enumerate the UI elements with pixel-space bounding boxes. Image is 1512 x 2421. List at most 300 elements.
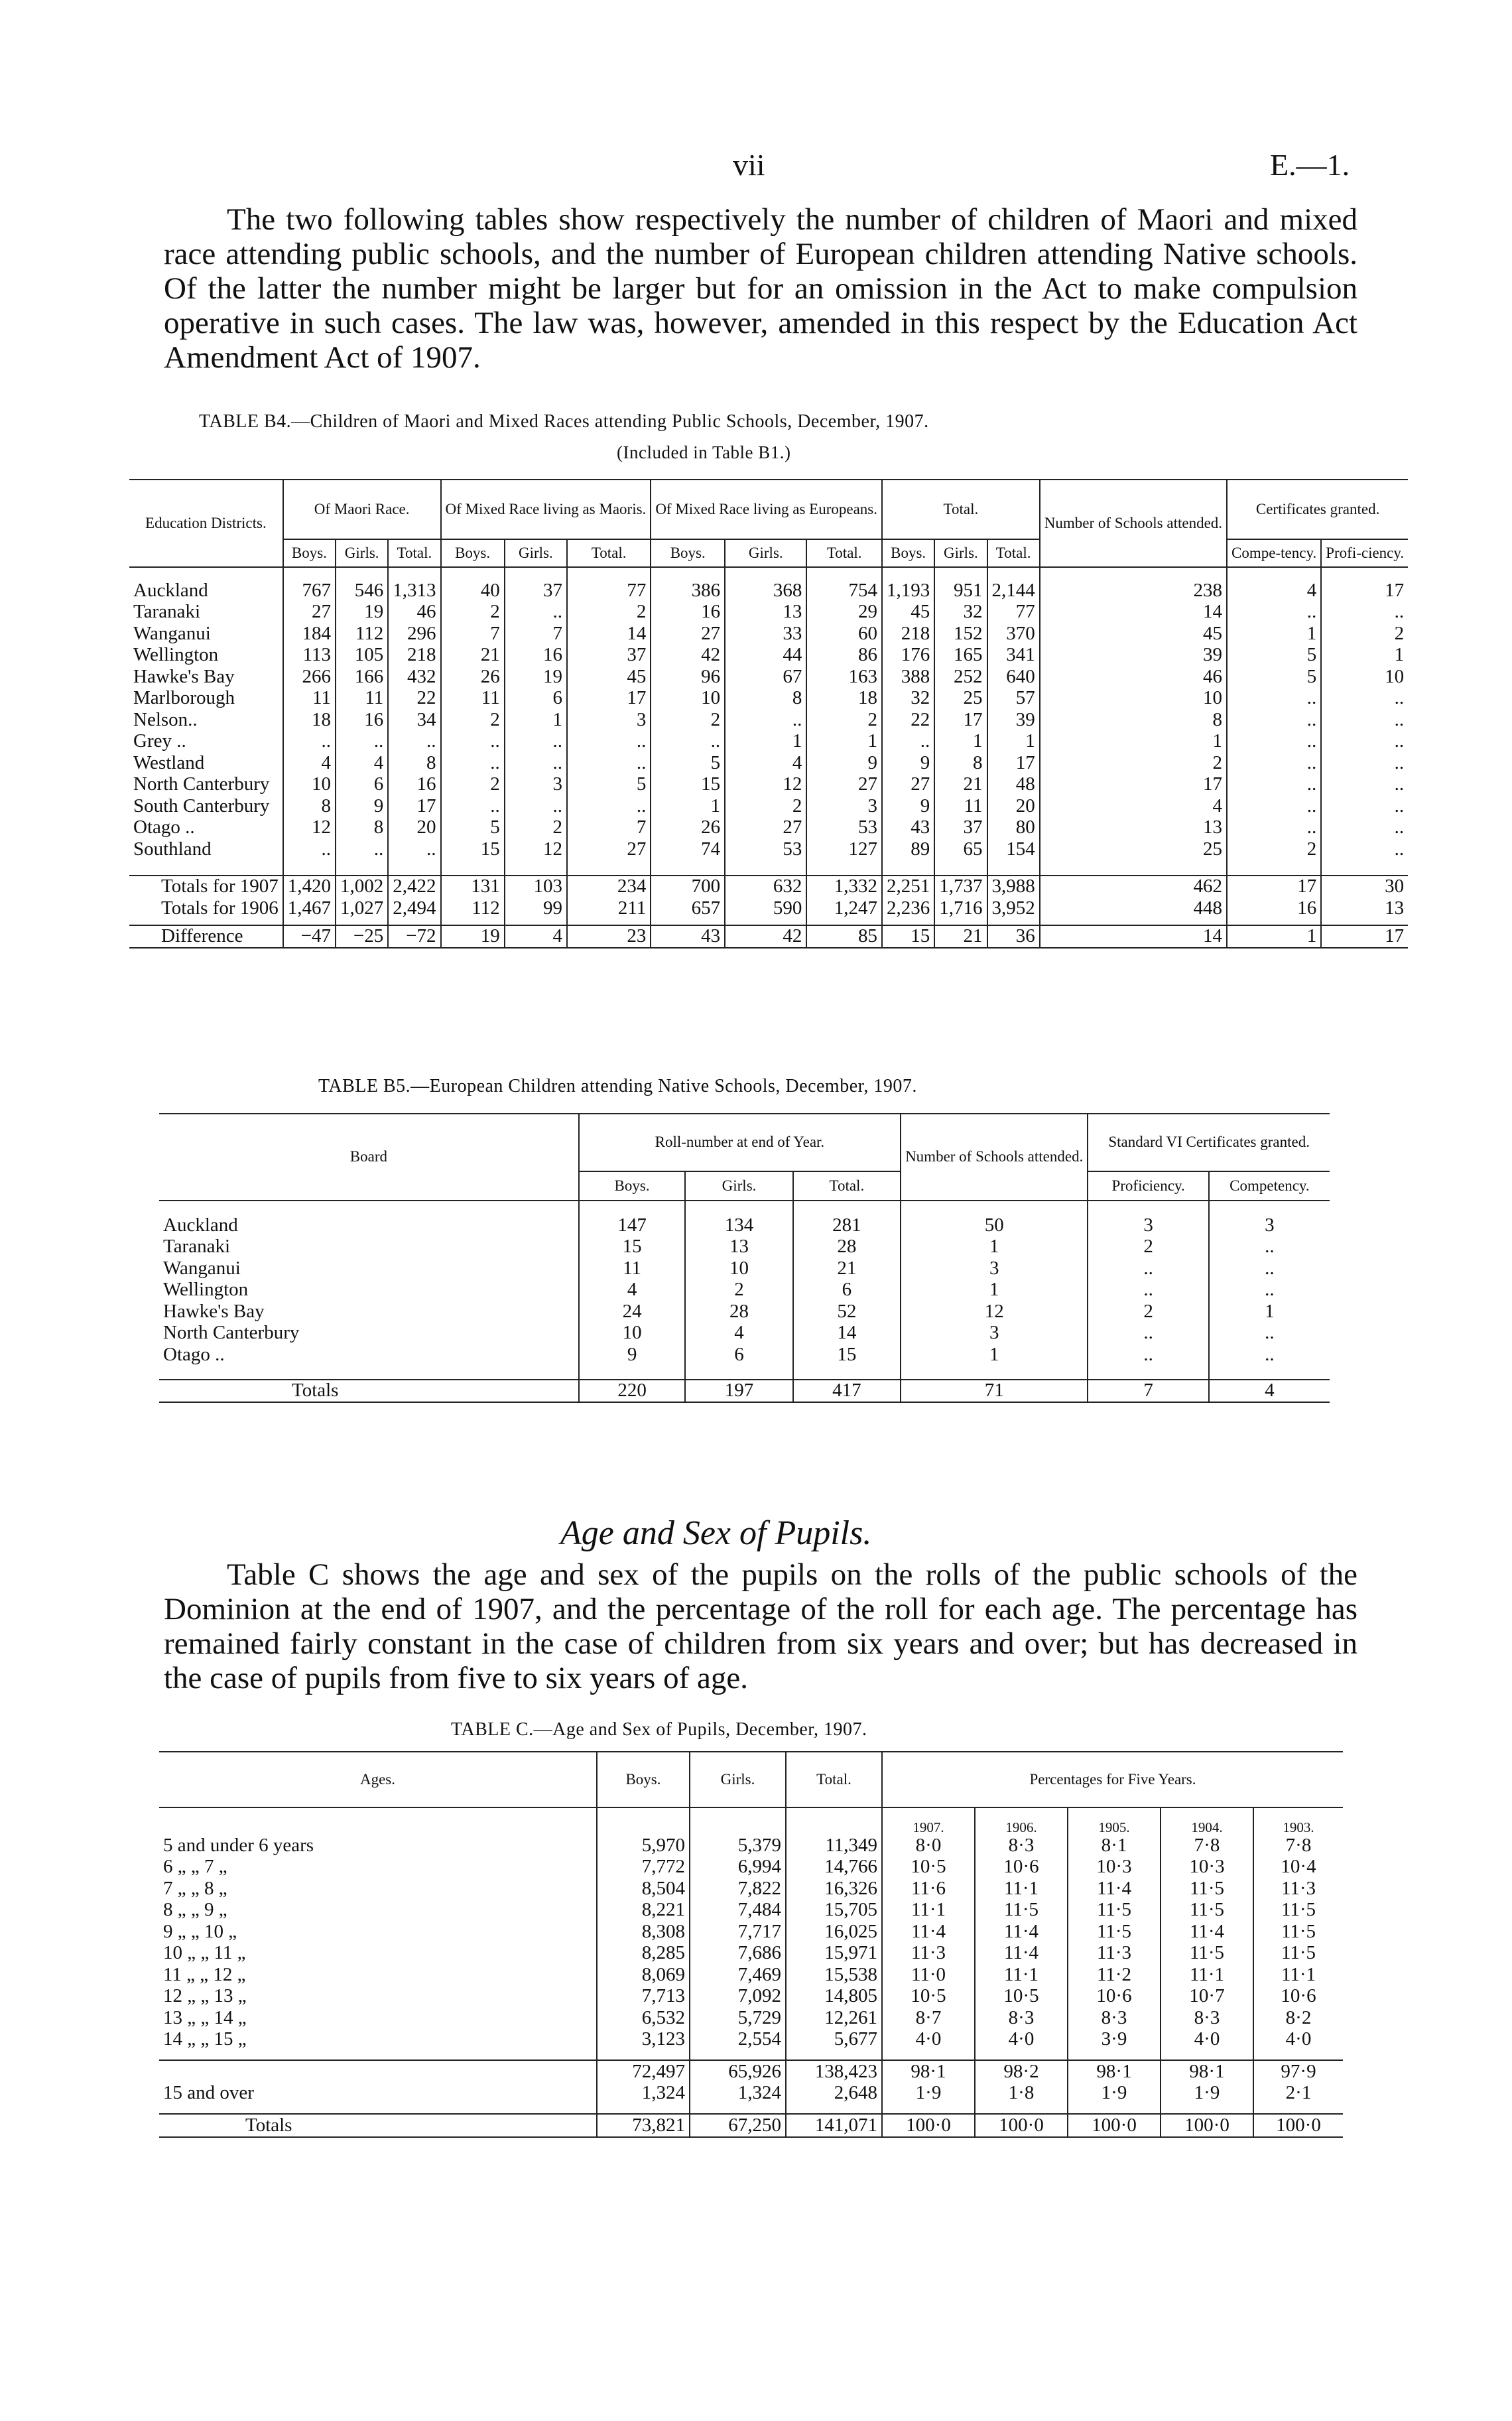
table-cell: 154 bbox=[987, 838, 1040, 860]
table-cell: 100·0 bbox=[1253, 2114, 1343, 2137]
table-cell: 11·5 bbox=[1161, 1943, 1253, 1965]
spacer-cell bbox=[725, 567, 806, 580]
row-label: Totals for 1907 bbox=[129, 876, 283, 898]
table-row bbox=[159, 1344, 1330, 1366]
table-cell: 46 bbox=[1040, 666, 1227, 688]
table-cell: .. bbox=[505, 731, 567, 753]
table-cell: 3 bbox=[1209, 1214, 1330, 1236]
table-cell: 1·9 bbox=[1161, 2083, 1253, 2105]
table-cell: 17 bbox=[1321, 580, 1408, 602]
table-cell: .. bbox=[567, 795, 651, 817]
table-cell: 1 bbox=[987, 731, 1040, 753]
table-cell: 72,497 bbox=[597, 2060, 690, 2083]
spacer-cell bbox=[1227, 860, 1321, 876]
row-label: Auckland bbox=[133, 579, 208, 601]
table-cell: 20 bbox=[987, 795, 1040, 817]
spacer-cell bbox=[567, 860, 651, 876]
table-cell: 8·0 bbox=[882, 1835, 975, 1857]
table-cell: 6 bbox=[793, 1279, 901, 1301]
table-cell: 25 bbox=[1040, 838, 1227, 860]
table-cell: 234 bbox=[567, 876, 651, 898]
table-cell: 16 bbox=[651, 602, 725, 623]
table-c-title: TABLE C.—Age and Sex of Pupils, December, 1907. bbox=[451, 1719, 867, 1740]
table-cell: .. bbox=[441, 795, 505, 817]
table-cell: 11·5 bbox=[1253, 1921, 1343, 1943]
table-cell: .. bbox=[567, 752, 651, 774]
table-cell: 98·1 bbox=[882, 2060, 975, 2083]
row-label: Wellington bbox=[163, 1279, 249, 1301]
table-cell: 20 bbox=[388, 817, 440, 839]
table-cell: 11·1 bbox=[1253, 1964, 1343, 1986]
b4-header-boys: Boys. bbox=[651, 539, 725, 567]
spacer-cell bbox=[882, 2050, 975, 2060]
table-cell: 17 bbox=[567, 688, 651, 710]
age-paragraph: Table C shows the age and sex of the pupils on the rolls of the public schools of the Dominion at the end of 1907, and the percentage of the roll for each age. The percentage has remained fairly constant in the case of children from six years and over; but has decreased in the case of pupils from five to six years of age. bbox=[164, 1557, 1357, 1695]
table-cell: 197 bbox=[685, 1380, 792, 1403]
table-cell: 9 bbox=[336, 795, 388, 817]
table-cell: 27 bbox=[567, 838, 651, 860]
table-cell: 8,308 bbox=[597, 1921, 690, 1943]
table-cell: 2,144 bbox=[987, 580, 1040, 602]
table-cell: 7 bbox=[567, 817, 651, 839]
table-cell: 18 bbox=[806, 688, 882, 710]
table-cell: 4·0 bbox=[975, 2029, 1068, 2051]
table-cell: 11·4 bbox=[1161, 1921, 1253, 1943]
table-cell: 5 bbox=[1227, 666, 1321, 688]
c-header-total: Total. bbox=[786, 1752, 882, 1807]
spacer-cell bbox=[975, 2050, 1068, 2060]
table-cell: 1 bbox=[1040, 731, 1227, 753]
table-cell: 11·6 bbox=[882, 1878, 975, 1900]
table-cell: 370 bbox=[987, 623, 1040, 645]
table-cell: 15,705 bbox=[786, 1900, 882, 1922]
table-cell: 1,193 bbox=[882, 580, 934, 602]
b4-header-maori: Of Maori Race. bbox=[283, 480, 441, 539]
row-label bbox=[159, 2060, 597, 2083]
row-label: 13 „ „ 14 „ bbox=[163, 2006, 247, 2028]
b5-header-competency: Competency. bbox=[1209, 1171, 1330, 1201]
row-label: North Canterbury bbox=[163, 1322, 300, 1344]
table-cell: 1,027 bbox=[336, 897, 388, 919]
table-b5 bbox=[159, 1113, 1330, 1403]
table-cell: 43 bbox=[651, 925, 725, 949]
table-cell: 96 bbox=[651, 666, 725, 688]
spacer-cell bbox=[1321, 919, 1408, 925]
c-header-boys: Boys. bbox=[597, 1752, 690, 1807]
spacer-cell bbox=[129, 860, 283, 876]
table-row bbox=[159, 2029, 1343, 2051]
table-cell: 15 bbox=[882, 925, 934, 949]
table-cell: 7,822 bbox=[690, 1878, 786, 1900]
table-cell: 8 bbox=[934, 752, 987, 774]
table-cell: 2,554 bbox=[690, 2029, 786, 2051]
table-cell: 8·3 bbox=[975, 1835, 1068, 1857]
table-row bbox=[129, 838, 1408, 860]
table-cell: 2,494 bbox=[388, 897, 440, 919]
table-cell: 14 bbox=[1040, 602, 1227, 623]
table-cell: .. bbox=[1088, 1344, 1209, 1366]
table-cell: 2,422 bbox=[388, 876, 440, 898]
table-cell: .. bbox=[1088, 1323, 1209, 1344]
table-cell: 37 bbox=[934, 817, 987, 839]
spacer-cell bbox=[793, 1201, 901, 1214]
table-cell: 8·7 bbox=[882, 2007, 975, 2029]
table-cell: 28 bbox=[685, 1301, 792, 1323]
table-cell: 7,469 bbox=[690, 1964, 786, 1986]
table-cell: 2 bbox=[441, 709, 505, 731]
row-label: 7 „ „ 8 „ bbox=[163, 1877, 227, 1899]
table-cell: .. bbox=[1321, 795, 1408, 817]
table-cell: 1,332 bbox=[806, 876, 882, 898]
table-cell: 13 bbox=[725, 602, 806, 623]
table-cell: 27 bbox=[806, 774, 882, 796]
table-row bbox=[129, 731, 1408, 753]
table-row bbox=[159, 1301, 1330, 1323]
table-cell: 2 bbox=[1321, 623, 1408, 645]
table-cell: .. bbox=[725, 709, 806, 731]
table-cell: 7 bbox=[505, 623, 567, 645]
c-header-girls: Girls. bbox=[690, 1752, 786, 1807]
spacer-row bbox=[159, 2050, 1343, 2060]
table-cell: 103 bbox=[505, 876, 567, 898]
table-row bbox=[129, 925, 1408, 949]
table-cell: 89 bbox=[882, 838, 934, 860]
table-row bbox=[159, 1279, 1330, 1301]
table-cell: 100·0 bbox=[882, 2114, 975, 2137]
row-label: Otago .. bbox=[133, 817, 195, 838]
table-cell: 1 bbox=[1227, 623, 1321, 645]
spacer-cell bbox=[505, 567, 567, 580]
table-cell: 22 bbox=[882, 709, 934, 731]
table-cell: 9 bbox=[882, 795, 934, 817]
table-cell: 218 bbox=[388, 645, 440, 667]
table-cell: 10·5 bbox=[882, 1857, 975, 1878]
spacer-cell bbox=[882, 2104, 975, 2114]
table-cell: .. bbox=[1209, 1323, 1330, 1344]
table-row bbox=[129, 645, 1408, 667]
table-cell: −47 bbox=[283, 925, 336, 949]
table-cell: 11 bbox=[934, 795, 987, 817]
table-cell: 1,313 bbox=[388, 580, 440, 602]
table-cell: 10·6 bbox=[1068, 1986, 1161, 2008]
row-label: Difference bbox=[129, 925, 283, 949]
table-cell: 100·0 bbox=[1068, 2114, 1161, 2137]
table-cell: .. bbox=[505, 752, 567, 774]
table-cell: 8·1 bbox=[1068, 1835, 1161, 1857]
spacer-cell bbox=[690, 2050, 786, 2060]
table-cell: 42 bbox=[651, 645, 725, 667]
row-label: 10 „ „ 11 „ bbox=[163, 1942, 246, 1964]
table-cell: .. bbox=[1227, 602, 1321, 623]
table-cell: 134 bbox=[685, 1214, 792, 1236]
table-cell: 65,926 bbox=[690, 2060, 786, 2083]
table-cell: 341 bbox=[987, 645, 1040, 667]
table-cell: 25 bbox=[934, 688, 987, 710]
row-label: 11 „ „ 12 „ bbox=[163, 1963, 246, 1985]
table-cell: 4 bbox=[505, 925, 567, 949]
table-cell: 5,677 bbox=[786, 2029, 882, 2051]
table-cell: 152 bbox=[934, 623, 987, 645]
table-cell: 19 bbox=[336, 602, 388, 623]
table-cell: 4·0 bbox=[1253, 2029, 1343, 2051]
spacer-cell bbox=[882, 567, 934, 580]
table-cell: 3 bbox=[901, 1323, 1088, 1344]
spacer-cell bbox=[934, 919, 987, 925]
spacer-cell bbox=[1321, 567, 1408, 580]
table-cell: 8·3 bbox=[975, 2007, 1068, 2029]
table-cell: 17 bbox=[1040, 774, 1227, 796]
table-cell: 8,285 bbox=[597, 1943, 690, 1965]
table-cell: 22 bbox=[388, 688, 440, 710]
table-cell: −72 bbox=[388, 925, 440, 949]
table-cell: 640 bbox=[987, 666, 1040, 688]
b4-header-total: Total. bbox=[987, 539, 1040, 567]
table-cell: 6 bbox=[505, 688, 567, 710]
b4-header-schools: Number of Schools attended. bbox=[1040, 480, 1227, 567]
table-cell: 74 bbox=[651, 838, 725, 860]
table-cell: .. bbox=[1209, 1236, 1330, 1258]
table-cell: 767 bbox=[283, 580, 336, 602]
section-heading: Age and Sex of Pupils. bbox=[560, 1514, 872, 1552]
spacer-cell bbox=[505, 919, 567, 925]
table-cell: 16 bbox=[388, 774, 440, 796]
row-label: Wellington bbox=[133, 644, 219, 666]
table-b4-title: TABLE B4.—Children of Maori and Mixed Races attending Public Schools, December, 1907. bbox=[199, 411, 929, 432]
table-cell: .. bbox=[505, 602, 567, 623]
table-row bbox=[159, 1380, 1330, 1403]
table-cell: 10·5 bbox=[975, 1986, 1068, 2008]
table-cell: 45 bbox=[567, 666, 651, 688]
table-cell: 17 bbox=[1321, 925, 1408, 949]
spacer-cell bbox=[336, 567, 388, 580]
b5-header-total: Total. bbox=[793, 1171, 901, 1201]
spacer-cell bbox=[336, 919, 388, 925]
b4-header-mixed-maori: Of Mixed Race living as Maoris. bbox=[441, 480, 651, 539]
table-cell: 7,772 bbox=[597, 1857, 690, 1878]
table-cell: 27 bbox=[283, 602, 336, 623]
table-cell: 8·3 bbox=[1161, 2007, 1253, 2029]
table-cell: 2 bbox=[505, 817, 567, 839]
table-cell: 1·8 bbox=[975, 2083, 1068, 2105]
table-cell: 80 bbox=[987, 817, 1040, 839]
spacer-cell bbox=[987, 919, 1040, 925]
table-row bbox=[159, 2060, 1343, 2083]
table-cell: 266 bbox=[283, 666, 336, 688]
table-cell: 7·8 bbox=[1253, 1835, 1343, 1857]
table-cell: 53 bbox=[806, 817, 882, 839]
table-cell: 3 bbox=[806, 795, 882, 817]
table-cell: .. bbox=[1321, 752, 1408, 774]
table-row bbox=[159, 1986, 1343, 2008]
table-cell: 6,994 bbox=[690, 1857, 786, 1878]
table-cell: 8,221 bbox=[597, 1900, 690, 1922]
row-label: 6 „ „ 7 „ bbox=[163, 1856, 227, 1878]
table-cell: 1,420 bbox=[283, 876, 336, 898]
table-cell: 147 bbox=[579, 1214, 686, 1236]
table-cell: 7·8 bbox=[1161, 1835, 1253, 1857]
table-cell: 5,379 bbox=[690, 1835, 786, 1857]
table-cell: 12,261 bbox=[786, 2007, 882, 2029]
table-cell: 86 bbox=[806, 645, 882, 667]
table-row bbox=[129, 795, 1408, 817]
table-cell: 39 bbox=[1040, 645, 1227, 667]
table-cell: 1,737 bbox=[934, 876, 987, 898]
table-cell: 4·0 bbox=[882, 2029, 975, 2051]
table-cell: 44 bbox=[725, 645, 806, 667]
table-cell: 27 bbox=[651, 623, 725, 645]
spacer-cell bbox=[283, 860, 336, 876]
spacer-cell bbox=[901, 1366, 1088, 1380]
table-b4 bbox=[129, 479, 1408, 949]
table-cell: 15,971 bbox=[786, 1943, 882, 1965]
table-cell: 166 bbox=[336, 666, 388, 688]
table-cell: 14 bbox=[567, 623, 651, 645]
table-cell: 951 bbox=[934, 580, 987, 602]
table-cell: 1,467 bbox=[283, 897, 336, 919]
spacer-row bbox=[129, 567, 1408, 580]
row-label: Wanganui bbox=[163, 1257, 241, 1279]
table-cell: 15 bbox=[651, 774, 725, 796]
row-label: 5 and under 6 years bbox=[163, 1834, 314, 1856]
table-cell: 45 bbox=[882, 602, 934, 623]
table-cell: 11·1 bbox=[975, 1878, 1068, 1900]
table-cell: 40 bbox=[441, 580, 505, 602]
table-cell: 388 bbox=[882, 666, 934, 688]
table-cell: 1 bbox=[806, 731, 882, 753]
table-cell: 48 bbox=[987, 774, 1040, 796]
table-cell: 11·4 bbox=[975, 1921, 1068, 1943]
table-cell: 9 bbox=[806, 752, 882, 774]
table-row bbox=[159, 2007, 1343, 2029]
spacer-cell bbox=[283, 919, 336, 925]
year-label: 1907. bbox=[882, 1807, 975, 1835]
b4-header-district: Education Districts. bbox=[145, 514, 267, 531]
row-label: Hawke's Bay bbox=[163, 1300, 265, 1322]
table-cell: 163 bbox=[806, 666, 882, 688]
table-cell: 28 bbox=[793, 1236, 901, 1258]
table-cell: 12 bbox=[725, 774, 806, 796]
table-cell: 700 bbox=[651, 876, 725, 898]
spacer-cell bbox=[1209, 1201, 1330, 1214]
spacer-row bbox=[129, 919, 1408, 925]
table-row bbox=[129, 817, 1408, 839]
table-cell: 4 bbox=[685, 1323, 792, 1344]
table-cell: 8 bbox=[388, 752, 440, 774]
table-cell: 1 bbox=[901, 1236, 1088, 1258]
table-cell: 98·1 bbox=[1161, 2060, 1253, 2083]
table-row bbox=[159, 1214, 1330, 1236]
spacer-cell bbox=[975, 2104, 1068, 2114]
spacer-cell bbox=[597, 2050, 690, 2060]
table-cell: 131 bbox=[441, 876, 505, 898]
table-cell: 211 bbox=[567, 897, 651, 919]
table-cell: 386 bbox=[651, 580, 725, 602]
c-header-ages: Ages. bbox=[359, 1770, 396, 1788]
spacer-cell bbox=[579, 1201, 686, 1214]
table-cell: 7,484 bbox=[690, 1900, 786, 1922]
table-cell: 21 bbox=[934, 925, 987, 949]
row-label: Totals bbox=[159, 1380, 579, 1403]
table-cell: 10·3 bbox=[1161, 1857, 1253, 1878]
table-cell: 113 bbox=[283, 645, 336, 667]
table-cell: 26 bbox=[441, 666, 505, 688]
spacer-cell bbox=[725, 919, 806, 925]
b4-header-girls: Girls. bbox=[336, 539, 388, 567]
table-cell: 98·1 bbox=[1068, 2060, 1161, 2083]
table-cell: 15 bbox=[441, 838, 505, 860]
spacer-cell bbox=[1040, 567, 1227, 580]
row-label: Auckland bbox=[163, 1214, 238, 1236]
row-label: Wanganui bbox=[133, 622, 211, 644]
table-cell: 32 bbox=[882, 688, 934, 710]
table-cell: 27 bbox=[725, 817, 806, 839]
table-cell: 8 bbox=[725, 688, 806, 710]
table-cell: 16,025 bbox=[786, 1921, 882, 1943]
table-cell: 138,423 bbox=[786, 2060, 882, 2083]
b4-header-mixed-european: Of Mixed Race living as Europeans. bbox=[651, 480, 882, 539]
row-label: Nelson.. bbox=[133, 708, 198, 730]
b4-header-boys: Boys. bbox=[882, 539, 934, 567]
table-cell: 1 bbox=[1227, 925, 1321, 949]
b4-header-boys: Boys. bbox=[283, 539, 336, 567]
table-cell: .. bbox=[1227, 688, 1321, 710]
table-cell: 77 bbox=[567, 580, 651, 602]
table-cell: 238 bbox=[1040, 580, 1227, 602]
table-cell: 165 bbox=[934, 645, 987, 667]
b4-header-total: Total. bbox=[882, 480, 1040, 539]
table-row bbox=[129, 876, 1408, 898]
spacer-cell bbox=[505, 860, 567, 876]
table-cell: 13 bbox=[685, 1236, 792, 1258]
table-cell: 43 bbox=[882, 817, 934, 839]
table-cell: 1 bbox=[934, 731, 987, 753]
table-cell: 3 bbox=[505, 774, 567, 796]
spacer-cell bbox=[1209, 1366, 1330, 1380]
table-cell: 11·1 bbox=[1161, 1964, 1253, 1986]
spacer-cell bbox=[159, 1201, 579, 1214]
row-label: 15 and over bbox=[163, 2082, 254, 2104]
table-cell: 11·5 bbox=[1068, 1900, 1161, 1922]
spacer-cell bbox=[987, 860, 1040, 876]
table-cell: 112 bbox=[441, 897, 505, 919]
spacer-cell bbox=[786, 2104, 882, 2114]
table-b4-subtitle: (Included in Table B1.) bbox=[617, 442, 791, 462]
table-cell: 7 bbox=[441, 623, 505, 645]
table-row bbox=[159, 1323, 1330, 1344]
table-cell: 2 bbox=[1227, 838, 1321, 860]
spacer-cell bbox=[651, 860, 725, 876]
row-label: North Canterbury bbox=[133, 773, 270, 795]
table-cell: 11 bbox=[441, 688, 505, 710]
table-cell: 21 bbox=[441, 645, 505, 667]
table-cell: 1,002 bbox=[336, 876, 388, 898]
spacer-cell bbox=[1227, 919, 1321, 925]
row-label: Southland bbox=[133, 838, 212, 860]
table-cell: 2·1 bbox=[1253, 2083, 1343, 2105]
spacer-cell bbox=[1088, 1201, 1209, 1214]
table-cell: 3,988 bbox=[987, 876, 1040, 898]
table-cell: 7 bbox=[1088, 1380, 1209, 1403]
spacer-cell bbox=[806, 567, 882, 580]
table-cell: 6 bbox=[336, 774, 388, 796]
table-cell: .. bbox=[1321, 688, 1408, 710]
table-cell: 7,713 bbox=[597, 1986, 690, 2008]
table-cell: 10 bbox=[685, 1258, 792, 1279]
table-cell: .. bbox=[1088, 1279, 1209, 1301]
table-cell: 2 bbox=[806, 709, 882, 731]
table-cell: .. bbox=[1227, 709, 1321, 731]
table-cell: 30 bbox=[1321, 876, 1408, 898]
